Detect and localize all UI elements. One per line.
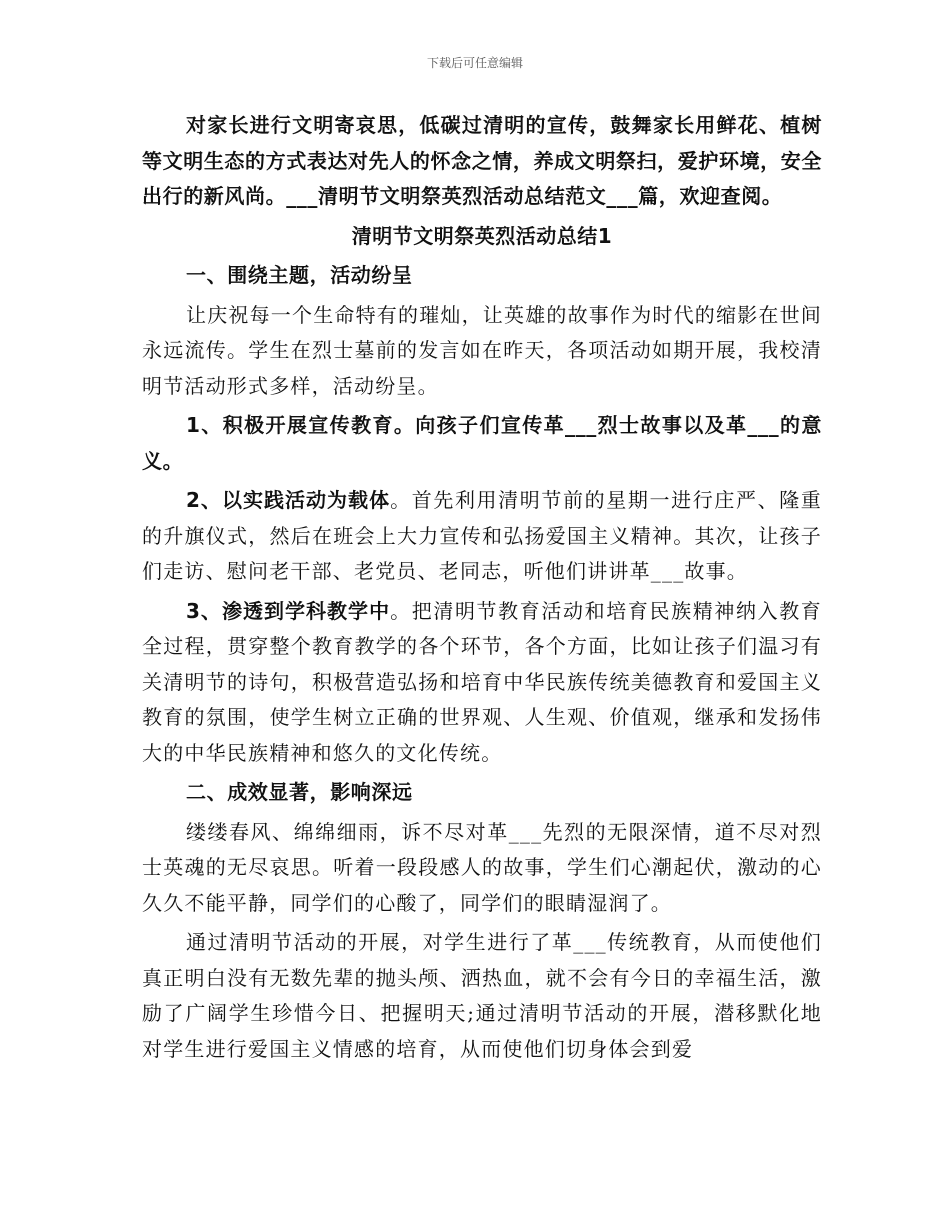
- document-body: [142, 108, 822, 1067]
- item3-lead: 3、渗透到学科教学中: [186, 598, 391, 623]
- page-header: 下载后可任意编辑: [426, 56, 523, 70]
- section1-item1: 1、积极开展宣传教育。向孩子们宣传革___烈士故事以及革___的意义。: [142, 413, 822, 473]
- section2-paragraph2: 通过清明节活动的开展，对学生进行了革___传统教育，从而使他们真正明白没有无数先辈的抛头颅、洒热血，就不会有今日的幸福生活，激励了广阔学生珍惜今日、把握明天;通过清明节活动的开展，潜移默化地对学生进行爱国主义情感的培育，从而使他们切身体会到爱: [142, 930, 822, 1061]
- item2-lead: 2、以实践活动为载体: [186, 488, 391, 512]
- section1-paragraph: 让庆祝每一个生命特有的璀灿，让英雄的故事作为时代的缩影在世间永远流传。学生在烈士墓前的发言如在昨天，各项活动如期开展，我校清明节活动形式多样，活动纷呈。: [142, 302, 822, 398]
- section2-paragraph1: 缕缕春风、绵绵细雨，诉不尽对革___先烈的无限深情，道不尽对烈士英魂的无尽哀思。听着一段段感人的故事，学生们心潮起伏，激动的心久久不能平静，同学们的心酸了，同学们的眼睛湿润了。: [142, 819, 822, 915]
- section2-heading: 二、成效显著，影响深远: [186, 780, 413, 804]
- item3-text: 。把清明节教育活动和培育民族精神纳入教育全过程，贯穿整个教育教学的各个环节，各个方面，比如让孩子们温习有关清明节的诗句，积极营造弘扬和培育中华民族传统美德教育和爱国主义教育的氛围，使学生树立正确的世界观、人生观、价值观，继承和发扬伟大的中华民族精神和悠久的文化传统。: [142, 598, 823, 765]
- intro-paragraph: 对家长进行文明寄哀思，低碳过清明的宣传，鼓舞家长用鲜花、植树等文明生态的方式表达对先人的怀念之情，养成文明祭扫，爱护环境，安全出行的新风尚。___清明节文明祭英烈活动总结范文___篇，欢迎查阅。: [142, 113, 822, 208]
- item2-text: 。首先利用清明节前的星期一进行庄严、隆重的升旗仪式，然后在班会上大力宣传和弘扬爱国主义精神。其次，让孩子们走访、慰问老干部、老党员、老同志，听他们讲讲革___故事。: [142, 488, 823, 583]
- section1-heading: 一、围绕主题，活动纷呈: [186, 263, 413, 287]
- section1-item2: [142, 483, 822, 590]
- section1-item3: [142, 594, 822, 772]
- document-title: 清明节文明祭英烈活动总结1: [351, 223, 613, 248]
